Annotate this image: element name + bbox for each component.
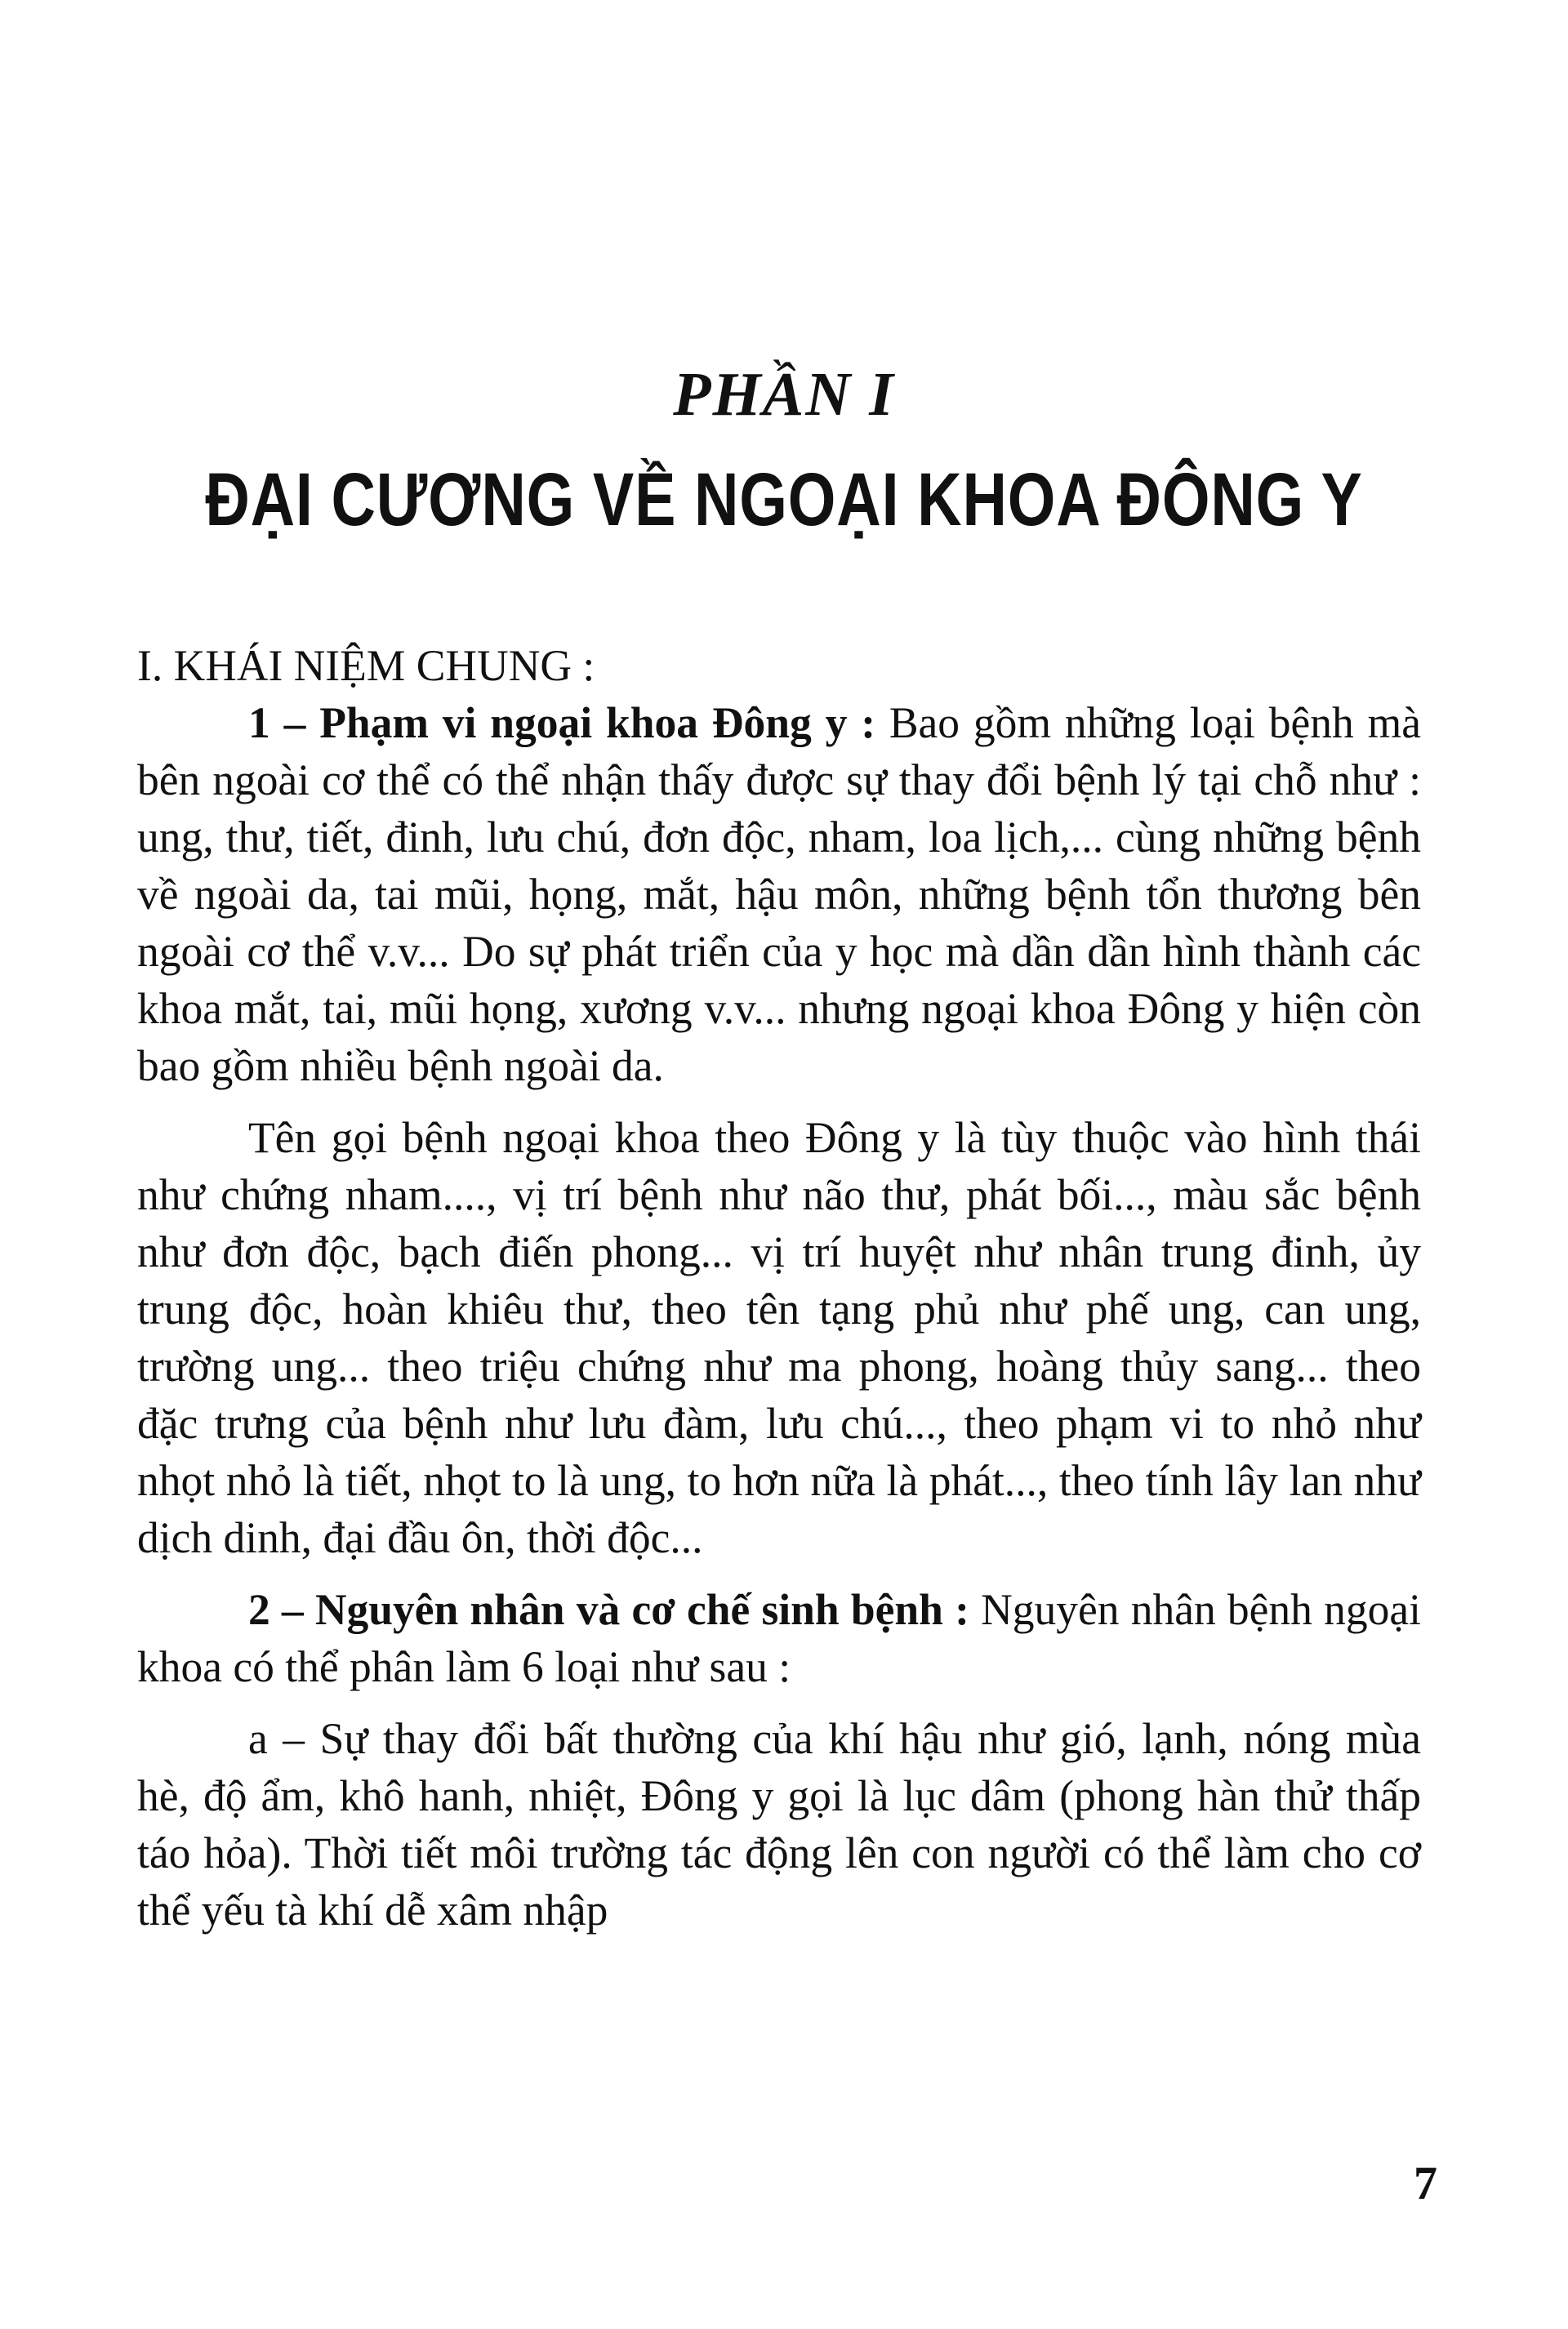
part-title: ĐẠI CƯƠNG VỀ NGOẠI KHOA ĐÔNG Y [205, 458, 1363, 541]
page-number: 7 [1414, 2157, 1437, 2210]
paragraph-causes-text: Nguyên nhân bệnh ngoại khoa có thể phân làm 6 loại như sau : [137, 1585, 1421, 1691]
paragraph-scope-text: Bao gồm những loại bệnh mà bên ngoài cơ thể có thể nhận thấy được sự thay đổi bệnh lý tại chỗ như : ung, thư, tiết, đinh, lưu chú, đơn độc, nham, loa lịch,... cùng những bệnh về ngoài da, tai mũi, họng, mắt, hậu môn, những bệnh tổn thương bên ngoài cơ thể v.v... Do sự phát triển của y học mà dần dần hình thành các khoa mắt, tai, mũi họng, xương v.v... nhưng ngoại khoa Đông y hiện còn bao gồm nhiều bệnh ngoài da. [137, 698, 1421, 1090]
paragraph-naming: Tên gọi bệnh ngoại khoa theo Đông y là tùy thuộc vào hình thái như chứng nham...., vị trí bệnh như não thư, phát bối..., màu sắc bệnh như đơn độc, bạch điến phong... vị trí huyệt như nhân trung đinh, ủy trung độc, hoàn khiêu thư, theo tên tạng phủ như phế ung, can ung, trường ung... theo triệu chứng như ma phong, hoàng thủy sang... theo đặc trưng của bệnh như lưu đàm, lưu chú..., theo phạm vi to nhỏ như nhọt nhỏ là tiết, nhọt to là ung, to hơn nữa là phát..., theo tính lây lan như dịch dinh, đại đầu ôn, thời độc... [137, 1113, 1421, 1562]
paragraph-scope-lead: 1 – Phạm vi ngoại khoa Đông y : [248, 698, 876, 747]
paragraph-scope [137, 694, 1421, 1094]
body-text [137, 637, 1421, 1939]
part-label: PHẦN I [673, 360, 895, 429]
paragraph-causes [137, 1581, 1421, 1695]
paragraph-item-a: a – Sự thay đổi bất thường của khí hậu như gió, lạnh, nóng mùa hè, độ ẩm, khô hanh, nhiệt, Đông y gọi là lục dâm (phong hàn thử thấp táo hỏa). Thời tiết môi trường tác động lên con người có thể làm cho cơ thể yếu tà khí dễ xâm nhập [137, 1714, 1421, 1935]
section-heading: I. KHÁI NIỆM CHUNG : [137, 641, 595, 690]
paragraph-causes-lead: 2 – Nguyên nhân và cơ chế sinh bệnh : [248, 1585, 969, 1634]
